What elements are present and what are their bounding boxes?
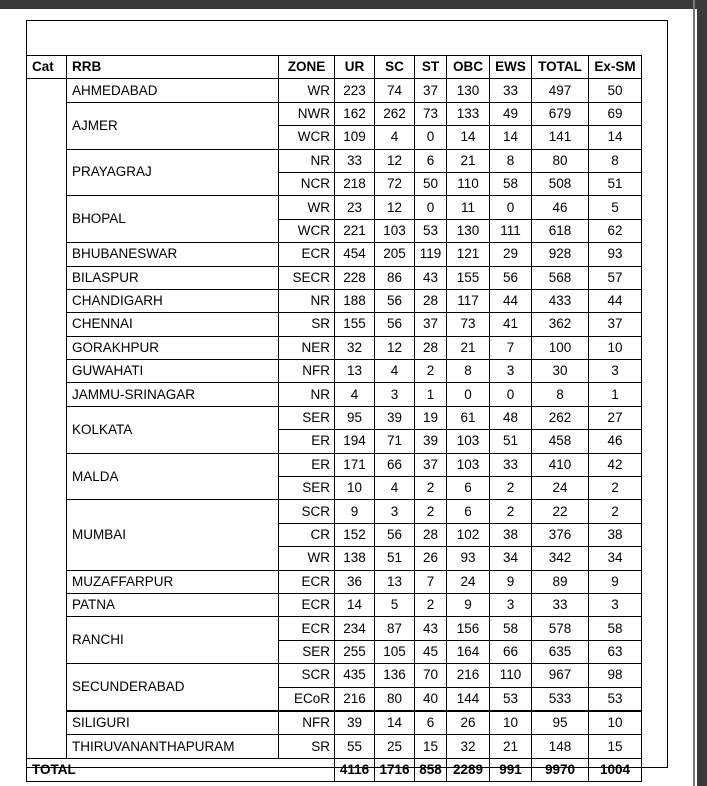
ur-cell: 218 <box>335 172 375 195</box>
sc-cell: 71 <box>375 430 415 453</box>
rrb-name-cell: AHMEDABAD <box>67 79 279 102</box>
table-row <box>27 383 642 406</box>
ews-cell: 3 <box>490 593 532 616</box>
header-zone: ZONE <box>279 56 335 79</box>
sc-cell: 103 <box>375 219 415 242</box>
st-cell: 45 <box>415 640 447 663</box>
table-row <box>27 79 642 102</box>
total-cell: 46 <box>532 196 589 219</box>
sc-cell: 51 <box>375 547 415 570</box>
st-cell: 2 <box>415 360 447 383</box>
obc-cell: 133 <box>447 102 490 125</box>
total-cell: 24 <box>532 477 589 500</box>
sc-cell: 136 <box>375 664 415 687</box>
sc-cell: 25 <box>375 735 415 758</box>
total-obc: 2289 <box>447 758 490 781</box>
obc-cell: 130 <box>447 219 490 242</box>
table-row <box>27 735 642 758</box>
ur-cell: 138 <box>335 547 375 570</box>
rrb-name-cell: SECUNDERABAD <box>67 664 279 711</box>
total-exsm: 1004 <box>589 758 642 781</box>
ur-cell: 32 <box>335 336 375 359</box>
ews-cell: 33 <box>490 453 532 476</box>
sc-cell: 12 <box>375 336 415 359</box>
zone-cell: SCR <box>279 664 335 687</box>
obc-cell: 32 <box>447 735 490 758</box>
st-cell: 28 <box>415 336 447 359</box>
ur-cell: 14 <box>335 593 375 616</box>
table-row <box>27 617 642 640</box>
sc-cell: 13 <box>375 570 415 593</box>
rrb-name-cell: BILASPUR <box>67 266 279 289</box>
ews-cell: 7 <box>490 336 532 359</box>
total-cell: 80 <box>532 149 589 172</box>
ews-cell: 56 <box>490 266 532 289</box>
total-cell: 578 <box>532 617 589 640</box>
exsm-cell: 93 <box>589 243 642 266</box>
st-cell: 28 <box>415 289 447 312</box>
header-cat: Cat <box>27 56 67 79</box>
ur-cell: 234 <box>335 617 375 640</box>
ur-cell: 9 <box>335 500 375 523</box>
exsm-cell: 2 <box>589 500 642 523</box>
zone-cell: SER <box>279 640 335 663</box>
ews-cell: 2 <box>490 477 532 500</box>
st-cell: 15 <box>415 735 447 758</box>
sc-cell: 66 <box>375 453 415 476</box>
total-cell: 262 <box>532 406 589 429</box>
ews-cell: 2 <box>490 500 532 523</box>
zone-cell: SER <box>279 477 335 500</box>
table-row <box>27 664 642 687</box>
ews-cell: 66 <box>490 640 532 663</box>
sc-cell: 72 <box>375 172 415 195</box>
zone-cell: SR <box>279 735 335 758</box>
st-cell: 43 <box>415 266 447 289</box>
exsm-cell: 53 <box>589 687 642 711</box>
st-cell: 0 <box>415 196 447 219</box>
exsm-cell: 98 <box>589 664 642 687</box>
table-row <box>27 289 642 312</box>
zone-cell: SCR <box>279 500 335 523</box>
sc-cell: 4 <box>375 360 415 383</box>
rrb-name-cell: CHANDIGARH <box>67 289 279 312</box>
zone-cell: ECR <box>279 617 335 640</box>
rrb-name-cell: GORAKHPUR <box>67 336 279 359</box>
rrb-name-cell: MUZAFFARPUR <box>67 570 279 593</box>
table-row <box>27 500 642 523</box>
ews-cell: 14 <box>490 126 532 149</box>
obc-cell: 24 <box>447 570 490 593</box>
obc-cell: 164 <box>447 640 490 663</box>
st-cell: 28 <box>415 523 447 546</box>
total-cell: 89 <box>532 570 589 593</box>
exsm-cell: 34 <box>589 547 642 570</box>
st-cell: 37 <box>415 453 447 476</box>
exsm-cell: 51 <box>589 172 642 195</box>
st-cell: 6 <box>415 711 447 735</box>
exsm-cell: 3 <box>589 360 642 383</box>
ews-cell: 49 <box>490 102 532 125</box>
total-sc: 1716 <box>375 758 415 781</box>
zone-cell: NCR <box>279 172 335 195</box>
header-exsm: Ex-SM <box>589 56 642 79</box>
ews-cell: 58 <box>490 172 532 195</box>
ur-cell: 223 <box>335 79 375 102</box>
table-row <box>27 336 642 359</box>
table-row <box>27 313 642 336</box>
sc-cell: 39 <box>375 406 415 429</box>
ews-cell: 21 <box>490 735 532 758</box>
obc-cell: 117 <box>447 289 490 312</box>
obc-cell: 21 <box>447 336 490 359</box>
zone-cell: ER <box>279 430 335 453</box>
ur-cell: 4 <box>335 383 375 406</box>
st-cell: 70 <box>415 664 447 687</box>
total-ews: 991 <box>490 758 532 781</box>
total-cell: 95 <box>532 711 589 735</box>
st-cell: 26 <box>415 547 447 570</box>
table-row <box>27 102 642 125</box>
total-cell: 342 <box>532 547 589 570</box>
st-cell: 0 <box>415 126 447 149</box>
obc-cell: 11 <box>447 196 490 219</box>
header-ews: EWS <box>490 56 532 79</box>
sc-cell: 4 <box>375 126 415 149</box>
total-cell: 618 <box>532 219 589 242</box>
ews-cell: 51 <box>490 430 532 453</box>
rrb-name-cell: RANCHI <box>67 617 279 664</box>
sc-cell: 205 <box>375 243 415 266</box>
total-cell: 508 <box>532 172 589 195</box>
table-row <box>27 243 642 266</box>
total-cell: 33 <box>532 593 589 616</box>
exsm-cell: 44 <box>589 289 642 312</box>
st-cell: 37 <box>415 79 447 102</box>
ur-cell: 454 <box>335 243 375 266</box>
table-row <box>27 593 642 616</box>
zone-cell: NWR <box>279 102 335 125</box>
rrb-name-cell: GUWAHATI <box>67 360 279 383</box>
total-cell: 362 <box>532 313 589 336</box>
exsm-cell: 38 <box>589 523 642 546</box>
rrb-name-cell: SILIGURI <box>67 711 279 735</box>
ur-cell: 255 <box>335 640 375 663</box>
st-cell: 1 <box>415 383 447 406</box>
header-total: TOTAL <box>532 56 589 79</box>
zone-cell: NR <box>279 383 335 406</box>
obc-cell: 61 <box>447 406 490 429</box>
total-total: 9970 <box>532 758 589 781</box>
ews-cell: 33 <box>490 79 532 102</box>
zone-cell: NR <box>279 149 335 172</box>
sc-cell: 262 <box>375 102 415 125</box>
obc-cell: 26 <box>447 711 490 735</box>
ews-cell: 41 <box>490 313 532 336</box>
total-cell: 376 <box>532 523 589 546</box>
exsm-cell: 46 <box>589 430 642 453</box>
ur-cell: 39 <box>335 711 375 735</box>
exsm-cell: 14 <box>589 126 642 149</box>
ews-cell: 9 <box>490 570 532 593</box>
zone-cell: NFR <box>279 360 335 383</box>
st-cell: 50 <box>415 172 447 195</box>
sc-cell: 3 <box>375 383 415 406</box>
rrb-name-cell: THIRUVANANTHAPURAM <box>67 735 279 758</box>
st-cell: 73 <box>415 102 447 125</box>
st-cell: 53 <box>415 219 447 242</box>
ews-cell: 48 <box>490 406 532 429</box>
total-cell: 433 <box>532 289 589 312</box>
zone-cell: WCR <box>279 219 335 242</box>
zone-cell: ER <box>279 453 335 476</box>
rrb-name-cell: JAMMU-SRINAGAR <box>67 383 279 406</box>
zone-cell: ECoR <box>279 687 335 711</box>
st-cell: 40 <box>415 687 447 711</box>
total-cell: 100 <box>532 336 589 359</box>
total-cell: 8 <box>532 383 589 406</box>
total-cell: 410 <box>532 453 589 476</box>
obc-cell: 8 <box>447 360 490 383</box>
ur-cell: 194 <box>335 430 375 453</box>
sc-cell: 56 <box>375 289 415 312</box>
exsm-cell: 9 <box>589 570 642 593</box>
exsm-cell: 5 <box>589 196 642 219</box>
total-cell: 148 <box>532 735 589 758</box>
obc-cell: 155 <box>447 266 490 289</box>
obc-cell: 9 <box>447 593 490 616</box>
obc-cell: 6 <box>447 500 490 523</box>
st-cell: 7 <box>415 570 447 593</box>
exsm-cell: 8 <box>589 149 642 172</box>
total-cell: 967 <box>532 664 589 687</box>
ews-cell: 53 <box>490 687 532 711</box>
rrb-name-cell: AJMER <box>67 102 279 149</box>
table-row <box>27 711 642 735</box>
st-cell: 37 <box>415 313 447 336</box>
sc-cell: 12 <box>375 149 415 172</box>
zone-cell: NFR <box>279 711 335 735</box>
st-cell: 119 <box>415 243 447 266</box>
rrb-name-cell: CHENNAI <box>67 313 279 336</box>
rrb-name-cell: BHOPAL <box>67 196 279 243</box>
exsm-cell: 37 <box>589 313 642 336</box>
ur-cell: 171 <box>335 453 375 476</box>
sc-cell: 87 <box>375 617 415 640</box>
ews-cell: 111 <box>490 219 532 242</box>
total-cell: 635 <box>532 640 589 663</box>
exsm-cell: 50 <box>589 79 642 102</box>
exsm-cell: 63 <box>589 640 642 663</box>
sc-cell: 5 <box>375 593 415 616</box>
zone-cell: ECR <box>279 593 335 616</box>
header-sc: SC <box>375 56 415 79</box>
ur-cell: 152 <box>335 523 375 546</box>
total-cell: 679 <box>532 102 589 125</box>
ur-cell: 55 <box>335 735 375 758</box>
st-cell: 2 <box>415 593 447 616</box>
total-cell: 928 <box>532 243 589 266</box>
sc-cell: 14 <box>375 711 415 735</box>
st-cell: 6 <box>415 149 447 172</box>
ews-cell: 0 <box>490 196 532 219</box>
ur-cell: 109 <box>335 126 375 149</box>
header-obc: OBC <box>447 56 490 79</box>
zone-cell: SR <box>279 313 335 336</box>
obc-cell: 103 <box>447 430 490 453</box>
sc-cell: 80 <box>375 687 415 711</box>
obc-cell: 144 <box>447 687 490 711</box>
total-cell: 533 <box>532 687 589 711</box>
ews-cell: 58 <box>490 617 532 640</box>
exsm-cell: 1 <box>589 383 642 406</box>
obc-cell: 110 <box>447 172 490 195</box>
exsm-cell: 2 <box>589 477 642 500</box>
total-ur: 4116 <box>335 758 375 781</box>
zone-cell: NER <box>279 336 335 359</box>
total-st: 858 <box>415 758 447 781</box>
header-rrb: RRB <box>67 56 279 79</box>
exsm-cell: 10 <box>589 711 642 735</box>
obc-cell: 73 <box>447 313 490 336</box>
sc-cell: 12 <box>375 196 415 219</box>
table-row <box>27 360 642 383</box>
table-row <box>27 196 642 219</box>
st-cell: 2 <box>415 500 447 523</box>
obc-cell: 0 <box>447 383 490 406</box>
st-cell: 19 <box>415 406 447 429</box>
st-cell: 2 <box>415 477 447 500</box>
ur-cell: 162 <box>335 102 375 125</box>
exsm-cell: 69 <box>589 102 642 125</box>
zone-cell: WR <box>279 547 335 570</box>
exsm-cell: 58 <box>589 617 642 640</box>
ur-cell: 13 <box>335 360 375 383</box>
ur-cell: 23 <box>335 196 375 219</box>
ur-cell: 221 <box>335 219 375 242</box>
ur-cell: 435 <box>335 664 375 687</box>
vertical-scrollbar[interactable] <box>697 0 707 786</box>
obc-cell: 216 <box>447 664 490 687</box>
total-cell: 568 <box>532 266 589 289</box>
table-row <box>27 453 642 476</box>
ews-cell: 3 <box>490 360 532 383</box>
total-cell: 497 <box>532 79 589 102</box>
header-st: ST <box>415 56 447 79</box>
exsm-cell: 57 <box>589 266 642 289</box>
total-label: TOTAL <box>27 758 335 781</box>
window-top-bar <box>0 0 707 9</box>
table-row <box>27 266 642 289</box>
ews-cell: 38 <box>490 523 532 546</box>
sc-cell: 105 <box>375 640 415 663</box>
zone-cell: CR <box>279 523 335 546</box>
total-cell: 458 <box>532 430 589 453</box>
sc-cell: 4 <box>375 477 415 500</box>
scrollbar-edge <box>693 0 695 786</box>
rrb-name-cell: PRAYAGRAJ <box>67 149 279 196</box>
cat-cell <box>27 79 67 758</box>
rrb-name-cell: MUMBAI <box>67 500 279 570</box>
ews-cell: 0 <box>490 383 532 406</box>
ews-cell: 44 <box>490 289 532 312</box>
ews-cell: 8 <box>490 149 532 172</box>
exsm-cell: 42 <box>589 453 642 476</box>
exsm-cell: 62 <box>589 219 642 242</box>
obc-cell: 156 <box>447 617 490 640</box>
vacancy-table <box>26 55 642 782</box>
exsm-cell: 10 <box>589 336 642 359</box>
table-row <box>27 149 642 172</box>
obc-cell: 21 <box>447 149 490 172</box>
exsm-cell: 27 <box>589 406 642 429</box>
zone-cell: WR <box>279 196 335 219</box>
obc-cell: 130 <box>447 79 490 102</box>
total-cell: 22 <box>532 500 589 523</box>
obc-cell: 6 <box>447 477 490 500</box>
zone-cell: ECR <box>279 243 335 266</box>
st-cell: 43 <box>415 617 447 640</box>
rrb-name-cell: PATNA <box>67 593 279 616</box>
ews-cell: 29 <box>490 243 532 266</box>
zone-cell: NR <box>279 289 335 312</box>
total-cell: 141 <box>532 126 589 149</box>
obc-cell: 102 <box>447 523 490 546</box>
st-cell: 39 <box>415 430 447 453</box>
rrb-name-cell: KOLKATA <box>67 406 279 453</box>
sc-cell: 74 <box>375 79 415 102</box>
ur-cell: 155 <box>335 313 375 336</box>
header-row <box>27 56 642 79</box>
ur-cell: 10 <box>335 477 375 500</box>
ews-cell: 110 <box>490 664 532 687</box>
total-row <box>27 758 642 781</box>
zone-cell: WR <box>279 79 335 102</box>
ur-cell: 95 <box>335 406 375 429</box>
ur-cell: 228 <box>335 266 375 289</box>
obc-cell: 93 <box>447 547 490 570</box>
ews-cell: 10 <box>490 711 532 735</box>
rrb-name-cell: MALDA <box>67 453 279 500</box>
zone-cell: SER <box>279 406 335 429</box>
sc-cell: 86 <box>375 266 415 289</box>
zone-cell: ECR <box>279 570 335 593</box>
exsm-cell: 15 <box>589 735 642 758</box>
sc-cell: 56 <box>375 313 415 336</box>
sc-cell: 56 <box>375 523 415 546</box>
table-row <box>27 406 642 429</box>
ur-cell: 33 <box>335 149 375 172</box>
total-cell: 30 <box>532 360 589 383</box>
ur-cell: 188 <box>335 289 375 312</box>
obc-cell: 103 <box>447 453 490 476</box>
header-ur: UR <box>335 56 375 79</box>
exsm-cell: 3 <box>589 593 642 616</box>
sc-cell: 3 <box>375 500 415 523</box>
ews-cell: 34 <box>490 547 532 570</box>
table-row <box>27 570 642 593</box>
obc-cell: 121 <box>447 243 490 266</box>
ur-cell: 36 <box>335 570 375 593</box>
rrb-name-cell: BHUBANESWAR <box>67 243 279 266</box>
zone-cell: SECR <box>279 266 335 289</box>
obc-cell: 14 <box>447 126 490 149</box>
ur-cell: 216 <box>335 687 375 711</box>
zone-cell: WCR <box>279 126 335 149</box>
